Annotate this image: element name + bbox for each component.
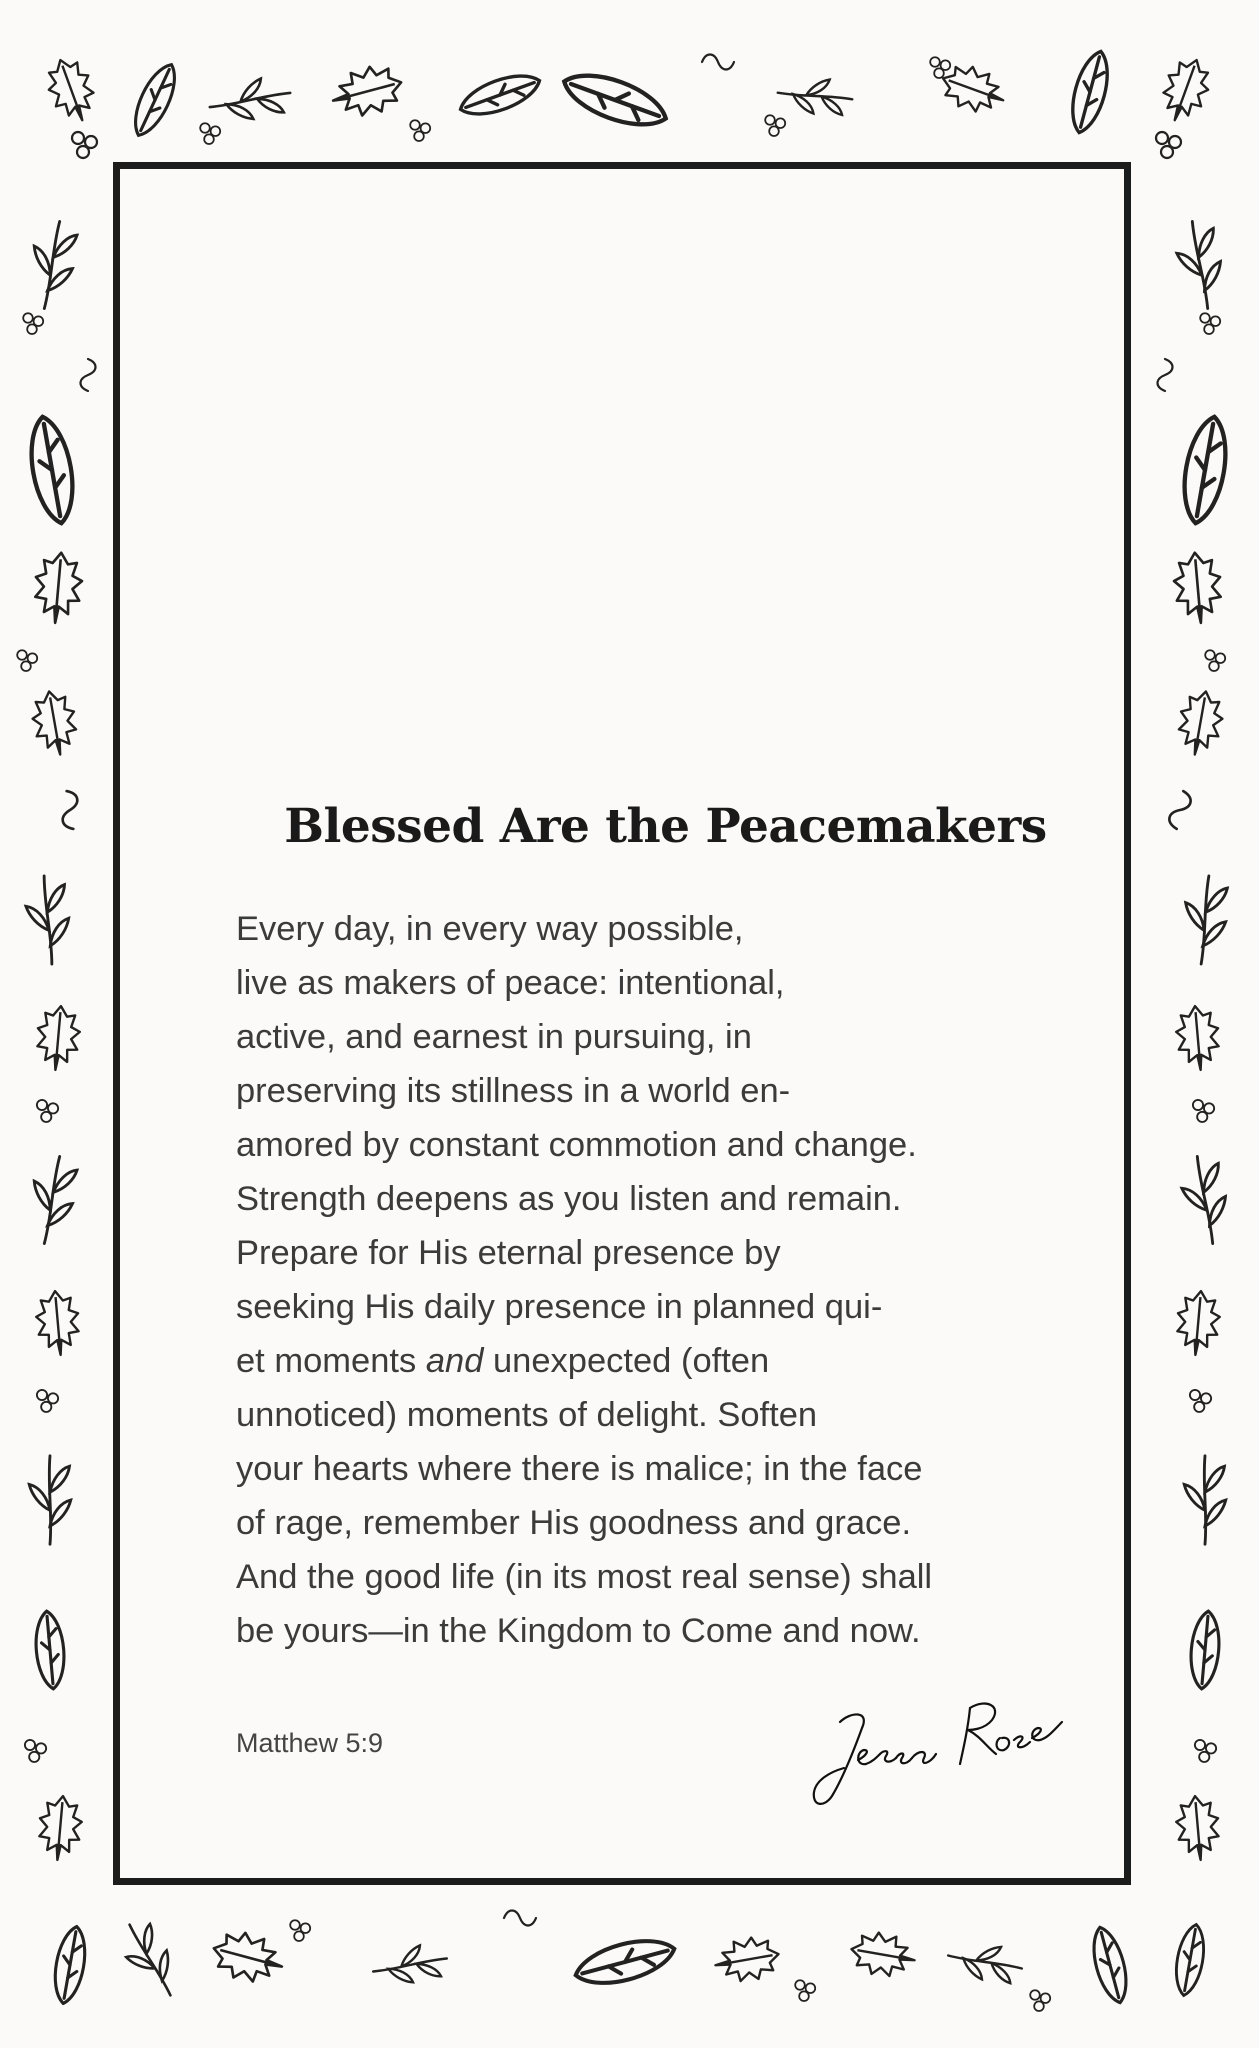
poem-line: And the good life (in its most real sense) shall [236,1558,933,1596]
poem-line: active, and earnest in pursuing, in [236,1018,752,1056]
poem-line: be yours—in the Kingdom to Come and now. [236,1612,921,1650]
poem-line: preserving its stillness in a world en- [236,1072,791,1110]
poem-line: Every day, in every way possible, [236,910,744,948]
poem-line-after: unexpected (often [483,1342,770,1380]
poem-line: of rage, remember His goodness and grace. [236,1504,912,1542]
poem-line: live as makers of peace: intentional, [236,964,785,1002]
poem-line-before: et moments [236,1342,426,1380]
poem-line: your hearts where there is malice; in the face [236,1450,923,1488]
poem-line: unnoticed) moments of delight. Soften [236,1396,818,1434]
poem-body [236,902,996,1658]
poem-line-emphasis: and [425,1342,484,1380]
poem-line [236,1334,996,1388]
poem-line: amored by constant commotion and change. [236,1126,917,1164]
poem-title: Blessed Are the Peacemakers [284,799,1047,854]
scripture-reference: Matthew 5:9 [236,1728,384,1758]
poem-line: Strength deepens as you listen and remain. [236,1180,902,1218]
poem-line: Prepare for His eternal presence by [236,1234,781,1272]
signature-icon [800,1680,1080,1830]
poem-line: seeking His daily presence in planned qui- [236,1288,883,1326]
